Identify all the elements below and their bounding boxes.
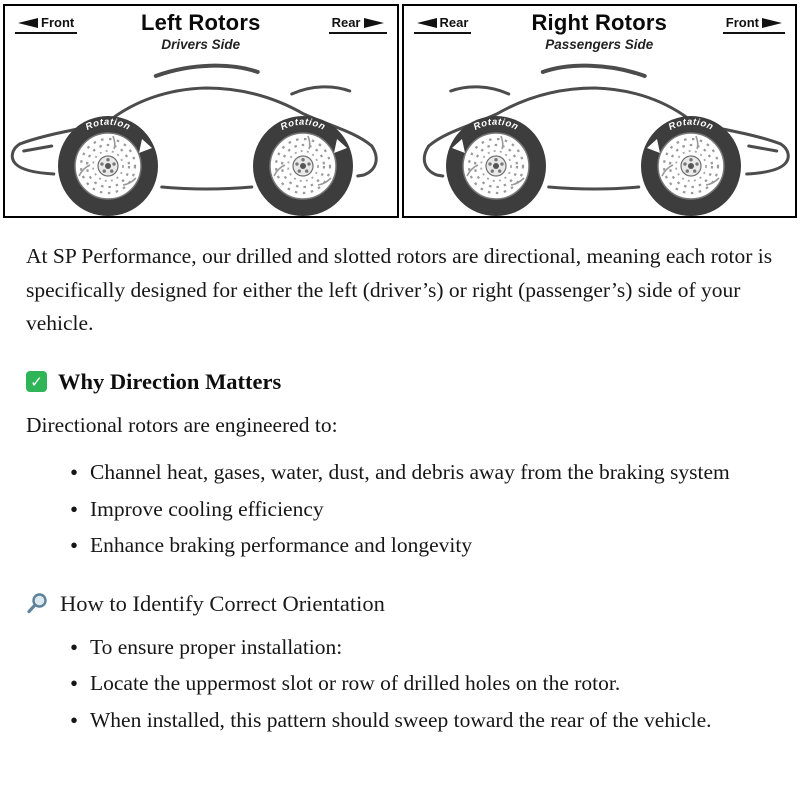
list-item: • Enhance braking performance and longevity (26, 529, 774, 563)
heading-text: Why Direction Matters (58, 368, 282, 394)
front-direction-label (15, 15, 77, 34)
orientation-list (26, 631, 774, 738)
svg-text:Rotation: Rotation (471, 116, 520, 133)
direction-text: Front (41, 15, 75, 30)
arrow-right-icon (364, 18, 384, 28)
right-rotors-panel (402, 4, 798, 218)
svg-text:Rotation: Rotation (666, 116, 715, 133)
direction-text: Front (725, 15, 759, 30)
rear-rotor-wheel (444, 114, 548, 218)
arrow-right-icon (762, 18, 782, 28)
right-car-illustration (404, 54, 796, 216)
front-rotor-wheel (639, 114, 743, 218)
rear-direction-label (414, 15, 472, 34)
rotor-direction-diagram (0, 4, 800, 218)
direction-text: Rear (331, 15, 361, 30)
lead-paragraph: Directional rotors are engineered to: (26, 412, 338, 437)
left-panel-header (5, 6, 397, 54)
front-rotor-wheel (56, 114, 160, 218)
rear-direction-label (329, 15, 387, 34)
list-item: • Improve cooling efficiency (26, 493, 774, 527)
svg-text:Rotation: Rotation (83, 116, 133, 133)
list-item: • When installed, this pattern should sweep toward the rear of the vehicle. (26, 704, 774, 738)
left-rotors-panel (3, 4, 399, 218)
list-item: • Locate the uppermost slot or row of drilled holes on the rotor. (26, 667, 774, 701)
svg-text:Rotation: Rotation (278, 116, 328, 133)
right-panel-header (404, 6, 796, 54)
article (0, 218, 800, 737)
intro-paragraph: At SP Performance, our drilled and slotted rotors are directional, meaning each rotor is specifically designed for either the left (driver’s) or right (passenger’s) side of your vehicle. (26, 244, 773, 336)
why-direction-list (26, 456, 774, 563)
magnifier-icon (26, 592, 49, 615)
arrow-left-icon (417, 18, 437, 28)
direction-text: Rear (439, 15, 469, 30)
arrow-left-icon (18, 18, 38, 28)
green-check-icon (26, 371, 47, 392)
panel-title: Left Rotors (140, 10, 261, 35)
front-direction-label (723, 15, 785, 34)
panel-title: Right Rotors (531, 10, 668, 35)
left-car-illustration (5, 54, 397, 216)
list-item: • Channel heat, gases, water, dust, and debris away from the braking system (26, 456, 774, 490)
list-item: • To ensure proper installation: (26, 631, 774, 665)
rear-rotor-wheel (251, 114, 355, 218)
orientation-heading (26, 591, 774, 617)
heading-text: How to Identify Correct Orientation (60, 590, 385, 616)
panel-subtitle: Drivers Side (161, 37, 241, 52)
panel-subtitle: Passengers Side (545, 37, 654, 52)
why-direction-heading (26, 369, 774, 395)
